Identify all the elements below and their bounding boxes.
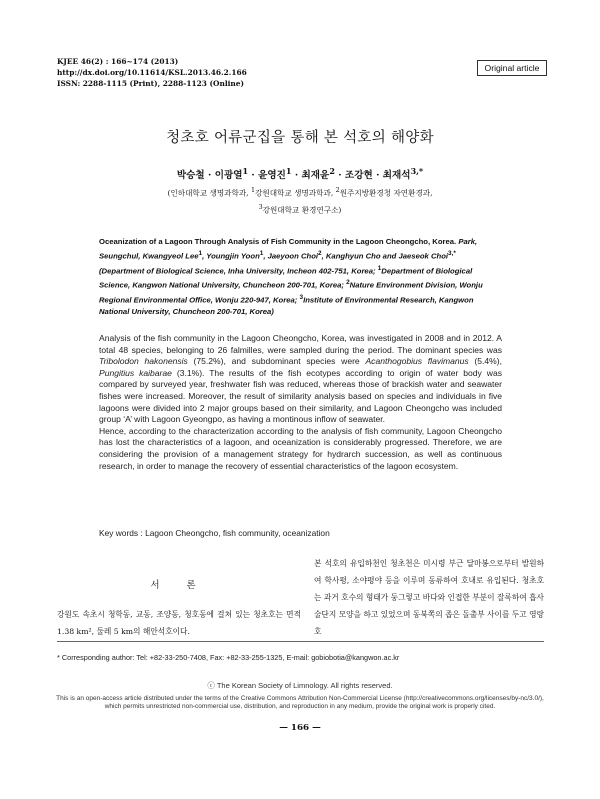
issn: ISSN: 2288-1115 (Print), 2288-1123 (Online) — [57, 79, 245, 88]
license-line: This is an open-access article distributed under the terms of the Creative Commons Attribution Non-Commercial License (http://creativecommons.org/licenses/by-nc/3.0/), — [56, 695, 544, 702]
affiliation-text: 원주지방환경청 자연환경과, — [339, 188, 433, 198]
footnote-divider — [57, 641, 544, 642]
author-sup: 2 — [318, 250, 322, 257]
author-sup: 2 — [329, 166, 335, 176]
license-line: which permits unrestricted non-commercial use, distribution, and reproduction in any medium, provide the original work is properly cited. — [104, 703, 496, 711]
affiliation-text: (인하대학교 생명과학과, — [167, 188, 252, 198]
english-authors: , Kanghyun Cho and Jaeseok Choi — [321, 251, 449, 261]
abstract-text: (5.4%), — [468, 356, 502, 367]
species-name: Acanthogobius flavimanus — [365, 356, 469, 367]
license-footer — [0, 680, 600, 711]
abstract-text: (3.1%). The results of the fish ecotypes according to origin of water body was compared by surveyed year, freshwater fish was reduced, whereas those of brackish water and seawater fishes were increased. Moreover, the result of similarity analysis based on species and individuals in five lagoons were divided into 2 major groups based on their similarity, and Lagoon Cheongcho was included group ‘A’ with Lagoon Gyeongpo, as having a montinous inflow of seawater. — [99, 367, 502, 425]
abstract — [99, 333, 502, 472]
affiliations — [90, 184, 510, 217]
affiliation-text: 강원대학교 환경연구소) — [262, 205, 342, 215]
author-text: · 윤영진 — [248, 170, 286, 182]
english-authors: , Youngjin Yoon — [202, 251, 260, 261]
english-title: Oceanization of a Lagoon Through Analysis of Fish Community in the Lagoon Cheongcho, Korea. — [99, 237, 459, 246]
english-affiliation: Institute of Environmental Research, Kangwon National University, Chuncheon 200-701, Korea) — [99, 295, 474, 317]
author-list — [0, 166, 600, 181]
abstract-paragraph: Hence, according to the characterization according to the analysis of fish community, Lagoon Cheongcho has lost the characteristics of a lagoon, and oceanization is considerably progressed. Therefore, we are considering the provision of a management strategy for hydrarch succession, as well as continuous research, in order to manage the recovery of essential characteristics of the lagoon ecosystem. — [99, 425, 502, 471]
page-number: — 166 — — [279, 723, 321, 733]
english-affiliation: Department of Biological Science, Kangwon National University, Chuncheon 200-701, Korea; — [99, 266, 473, 290]
affiliation-sup: 3 — [258, 203, 263, 211]
english-authors: Park, Seungchul, Kwangyeol Lee — [99, 237, 478, 261]
species-name: Pungitius kaibarae — [99, 367, 172, 378]
author-sup: 1 — [198, 250, 203, 257]
author-sup: 3,* — [448, 250, 456, 257]
journal-header — [57, 56, 247, 89]
english-affiliation: Nature Environment Division, Wonju Regional Environmental Office, Wonju 220-947, Korea; — [99, 280, 483, 305]
affiliation-sup: 1 — [377, 264, 382, 272]
author-text: · 최재윤 — [291, 170, 330, 182]
body-text: 강원도 속초시 청학동, 교동, 조양동, 청호동에 걸쳐 있는 청초호는 면적 1.38 km², 둘레 5 km의 해안석호이다. — [57, 610, 301, 636]
affiliation-line — [90, 201, 510, 218]
title-korean: 청초호 어류군집을 통해 본 석호의 해양화 — [166, 130, 434, 146]
abstract-text: (75.2%), and subdominant species were — [187, 356, 366, 367]
abstract-text: Analysis of the fish community in the Lagoon Cheongcho, Korea, was investigated in 2008 and in 2012. A total 48 species, belonging to 26 falmilles, were sampled during the period. The dominant species was — [99, 333, 502, 355]
species-name: Tribolodon hakonensis — [99, 356, 188, 367]
affiliation-sup: 3 — [299, 293, 304, 301]
author-text: 박승철 · 이광열 — [176, 170, 243, 182]
affiliation-sup: 1 — [251, 187, 256, 194]
corresponding-author: * Corresponding author: Tel: +82-33-250-7408, Fax: +82-33-255-1325, E-mail: gobiobotia@kangwon.ac.kr — [57, 653, 400, 662]
section-heading: 서 론 — [150, 580, 208, 591]
affiliation-text: 강원대학교 생명과학과, — [255, 188, 336, 198]
affiliation-sup: 2 — [335, 187, 340, 194]
abstract-paragraph — [99, 333, 502, 426]
author-text: · 조강현 · 최재석 — [334, 170, 411, 182]
author-sup: 3,* — [410, 166, 424, 176]
affiliation-line — [90, 184, 510, 201]
article-type-badge: Original article — [477, 60, 547, 76]
copyright: ⓒ The Korean Society of Limnology. All rights reserved. — [207, 681, 393, 690]
keywords: Key words : Lagoon Cheongcho, fish community, oceanization — [99, 528, 330, 538]
english-authors: , Jaeyoon Choi — [263, 251, 319, 261]
license-text — [0, 695, 600, 711]
affiliation-sup: 2 — [346, 279, 350, 287]
author-sup: 1 — [242, 166, 249, 176]
author-sup: 1 — [259, 250, 264, 257]
journal-citation: KJEE 46(2) : 166~174 (2013) — [57, 57, 179, 66]
doi-link[interactable]: http://dx.doi.org/10.11614/KSL.2013.46.2.166 — [57, 68, 247, 77]
english-affiliation: (Department of Biological Science, Inha University, Incheon 402-751, Korea; — [99, 266, 378, 276]
body-column-right: 본 석호의 유입하천인 청초천은 미시령 부근 달마봉으로부터 발원하여 학사평, 소야평야 등을 이루며 동류하여 호내로 유입된다. 청초호는 과거 호수의 형태가 둥그렇고 바다와 인접한 부분이 잘록하여 흡사 술단지 모양을 하고 있었으며 동북쪽의 좁은 돌출부 사이를 두고 영랑호 — [314, 559, 544, 636]
english-title-block — [99, 236, 502, 318]
author-sup: 1 — [285, 166, 292, 176]
